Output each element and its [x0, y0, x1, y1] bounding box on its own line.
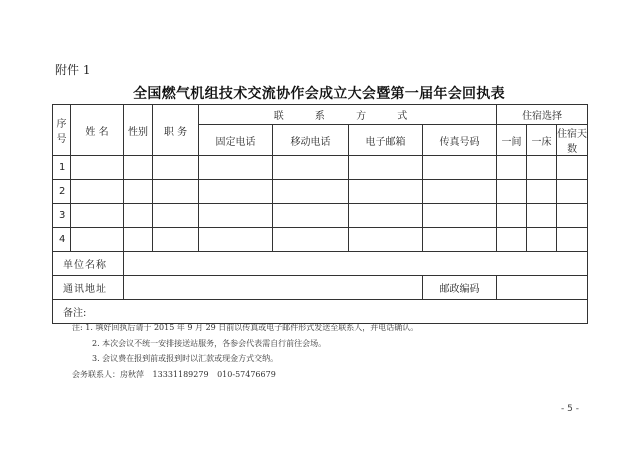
fax-cell[interactable] — [423, 204, 497, 228]
name-cell[interactable] — [71, 228, 124, 252]
days-cell[interactable] — [557, 228, 588, 252]
header-email: 电子邮箱 — [349, 125, 423, 156]
note-2: 2. 本次会议不统一安排接送站服务，各参会代表需自行前往会场。 — [92, 338, 327, 348]
note-1: 注: 1. 填好回执后请于 2015 年 9 月 29 日前以传真或电子邮件形式发送至联系人，并电话确认。 — [72, 323, 419, 332]
address-label: 通讯地址 — [53, 276, 124, 300]
days-cell[interactable] — [557, 204, 588, 228]
header-bed: 一床 — [527, 125, 557, 156]
contact-line — [72, 367, 418, 383]
landline-cell[interactable] — [199, 156, 273, 180]
room-cell[interactable] — [497, 156, 527, 180]
room-cell[interactable] — [497, 228, 527, 252]
contact-mobile: 13331189279 — [152, 369, 209, 379]
bed-cell[interactable] — [527, 156, 557, 180]
remarks-field[interactable]: 备注: — [53, 300, 588, 324]
row-number: 1 — [53, 156, 71, 180]
unit-name-label: 单位名称 — [53, 252, 124, 276]
fax-cell[interactable] — [423, 180, 497, 204]
address-field[interactable] — [124, 276, 423, 300]
header-position: 职 务 — [153, 105, 199, 156]
table-row — [53, 156, 588, 180]
name-cell[interactable] — [71, 156, 124, 180]
footnotes — [72, 320, 418, 382]
fax-cell[interactable] — [423, 156, 497, 180]
position-cell[interactable] — [153, 156, 199, 180]
form-title: 全国燃气机组技术交流协作会成立大会暨第一届年会回执表 — [133, 86, 505, 102]
postcode-label: 邮政编码 — [423, 276, 497, 300]
mobile-cell[interactable] — [273, 156, 349, 180]
email-cell[interactable] — [349, 180, 423, 204]
landline-cell[interactable] — [199, 228, 273, 252]
header-mobile: 移动电话 — [273, 125, 349, 156]
mobile-cell[interactable] — [273, 180, 349, 204]
mobile-cell[interactable] — [273, 204, 349, 228]
gender-cell[interactable] — [124, 204, 153, 228]
mobile-cell[interactable] — [273, 228, 349, 252]
fax-cell[interactable] — [423, 228, 497, 252]
email-cell[interactable] — [349, 156, 423, 180]
header-room: 一间 — [497, 125, 527, 156]
table-row — [53, 204, 588, 228]
header-name: 姓 名 — [71, 105, 124, 156]
note-3: 3. 会议费在报到前或报到时以汇款或现金方式交纳。 — [92, 354, 279, 363]
days-cell[interactable] — [557, 156, 588, 180]
position-cell[interactable] — [153, 204, 199, 228]
gender-cell[interactable] — [124, 156, 153, 180]
name-cell[interactable] — [71, 180, 124, 204]
days-cell[interactable] — [557, 180, 588, 204]
row-number: 4 — [53, 228, 71, 252]
position-cell[interactable] — [153, 228, 199, 252]
room-cell[interactable] — [497, 204, 527, 228]
header-seq: 序号 — [53, 105, 71, 156]
landline-cell[interactable] — [199, 204, 273, 228]
contact-phone: 010-57476679 — [217, 369, 276, 379]
gender-cell[interactable] — [124, 228, 153, 252]
name-cell[interactable] — [71, 204, 124, 228]
table-row — [53, 180, 588, 204]
landline-cell[interactable] — [199, 180, 273, 204]
header-contact-group: 联 系 方 式 — [199, 105, 497, 125]
position-cell[interactable] — [153, 180, 199, 204]
header-gender: 性别 — [124, 105, 153, 156]
email-cell[interactable] — [349, 204, 423, 228]
room-cell[interactable] — [497, 180, 527, 204]
table-row — [53, 228, 588, 252]
row-number: 3 — [53, 204, 71, 228]
gender-cell[interactable] — [124, 180, 153, 204]
page-number: - 5 - — [561, 404, 579, 414]
unit-name-field[interactable] — [124, 252, 588, 276]
contact-label: 会务联系人：房秋萍 — [72, 369, 144, 379]
reply-form-table — [52, 104, 588, 324]
attachment-label: 附件 1 — [55, 63, 91, 77]
header-accommodation-group: 住宿选择 — [497, 105, 588, 125]
email-cell[interactable] — [349, 228, 423, 252]
row-number: 2 — [53, 180, 71, 204]
header-fax: 传真号码 — [423, 125, 497, 156]
bed-cell[interactable] — [527, 180, 557, 204]
bed-cell[interactable] — [527, 228, 557, 252]
note-prefix: 注: — [72, 323, 83, 332]
header-days: 住宿天数 — [557, 125, 588, 156]
header-landline: 固定电话 — [199, 125, 273, 156]
postcode-field[interactable] — [497, 276, 588, 300]
bed-cell[interactable] — [527, 204, 557, 228]
